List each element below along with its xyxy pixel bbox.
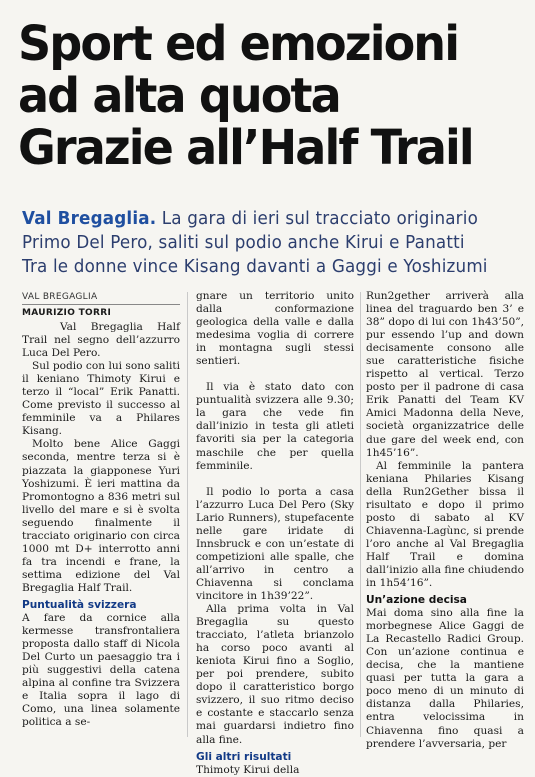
subheadline-line-2: Primo Del Pero, saliti sul podio anche Kirui e Panatti: [22, 232, 465, 253]
article-column-3: [366, 290, 524, 750]
paragraph: Mai doma sino alla fine la morbegnese Alice Gaggi de La Recastello Radici Group. Con un’azione continua e decisa, che la mantiene quasi per tutta la gara a poco meno di un minuto di distanza dalla Philaries, entra velocissima in Chiavenna fino quasi a prendere l’avversaria, per: [366, 607, 524, 750]
paragraph: Sul podio con lui sono saliti il keniano Thimoty Kirui e terzo il “local” Erik Panatti. Come previsto il successo al femminile va a Philares Kisang.: [22, 360, 180, 438]
subheadline-line-1-text: La gara di ieri sul tracciato originario: [156, 208, 479, 229]
subheadline: [22, 207, 527, 279]
headline-line-3: Grazie all’Half Trail: [18, 120, 473, 176]
paragraph: Il via è stato dato con puntualità svizzera alle 9.30; la gara che vede fin dall’inizio in testa gli atleti favoriti sia per la categoria maschile che per quella femminile.: [196, 381, 354, 472]
section-heading: Gli altri risultati: [196, 750, 292, 763]
subheadline-line-3: Tra le donne vince Kisang davanti a Gaggi e Yoshizumi: [22, 256, 488, 277]
paragraph: Il podio lo porta a casa l’azzurro Luca Del Pero (Sky Lario Runners), stupefacente nelle gare iridate di Innsbruck e con un’estate di competizioni alle spalle, che all’arrivo in centro a Chiavenna si conclama vincitore in 1h39’22”.: [196, 485, 354, 602]
place-name: Val Bregaglia.: [22, 208, 157, 229]
byline-kicker: VAL BREGAGLIA: [22, 292, 98, 302]
paragraph: Val Bregaglia Half Trail nel segno dell’azzurro Luca Del Pero.: [22, 321, 180, 360]
paragraph: Thimoty Kirui della: [196, 763, 300, 776]
subheadline-line-1: [22, 207, 492, 231]
section-heading: Puntualità svizzera: [22, 598, 137, 611]
paragraph: Run2gether arriverà alla linea del traguardo ben 3’ e 38” dopo di lui con 1h43’50”, pur essendo l’up and down decisamente consono alle sue caratteristiche fisiche rispetto al vertical. Terzo posto per il padrone di casa Erik Panatti del Team KV Amici Madonna della Neve, società organizzatrice delle due gare del week end, con 1h45’16”.: [366, 290, 524, 459]
paragraph: A fare da cornice alla kermesse transfrontaliera proposta dallo staff di Nicola Del Curto un paesaggio tra i più suggestivi della catena alpina al confine tra Svizzera e Italia sopra il lago di Como, una linea solamente politica a se-: [22, 611, 180, 729]
article-column-1: [22, 292, 180, 737]
headline-line-2: ad alta quota: [18, 68, 340, 124]
column-divider: [360, 292, 361, 737]
paragraph: Molto bene Alice Gaggi seconda, mentre terza si è piazzata la giapponese Yuri Yoshizumi. È ieri mattina da Promontogno a 836 metri sul livello del mare e si è svolta seguendo finalmente il tracciato originario con circa 1000 mt D+ interrotto anni fa tra incendi e frane, la settima edizione del Val Bregaglia Half Trail.: [22, 438, 180, 594]
byline-author: MAURIZIO TORRI: [22, 308, 112, 318]
headline: [18, 18, 523, 174]
byline-divider: [22, 304, 180, 305]
paragraph: gnare un territorio unito dalla conformazione geologica della valle e dalla medesima voglia di correre in montagna sugli stessi sentieri.: [196, 290, 354, 368]
paragraph: Alla prima volta in Val Bregaglia su questo tracciato, l’atleta brianzolo ha corso poco avanti al keniota Kirui fino a Soglio, per poi prendere, subito dopo il caratteristico borgo svizzero, il suo ritmo deciso e costante e staccarlo senza mai guardarsi indietro fino alla fine.: [196, 603, 354, 746]
article-column-2: [196, 290, 354, 776]
paragraph: Al femminile la pantera keniana Philaries Kisang della Run2Gether bissa il risultato e dopo il primo posto di sabato al KV Chiavenna-Lagùnc, si prende l’oro anche al Val Bregaglia Half Trail e domina dall’inizio alla fine chiudendo in 1h54’16”.: [366, 459, 524, 590]
column-divider: [187, 292, 188, 737]
section-heading: Un’azione decisa: [366, 594, 467, 607]
headline-line-1: Sport ed emozioni: [18, 16, 459, 72]
